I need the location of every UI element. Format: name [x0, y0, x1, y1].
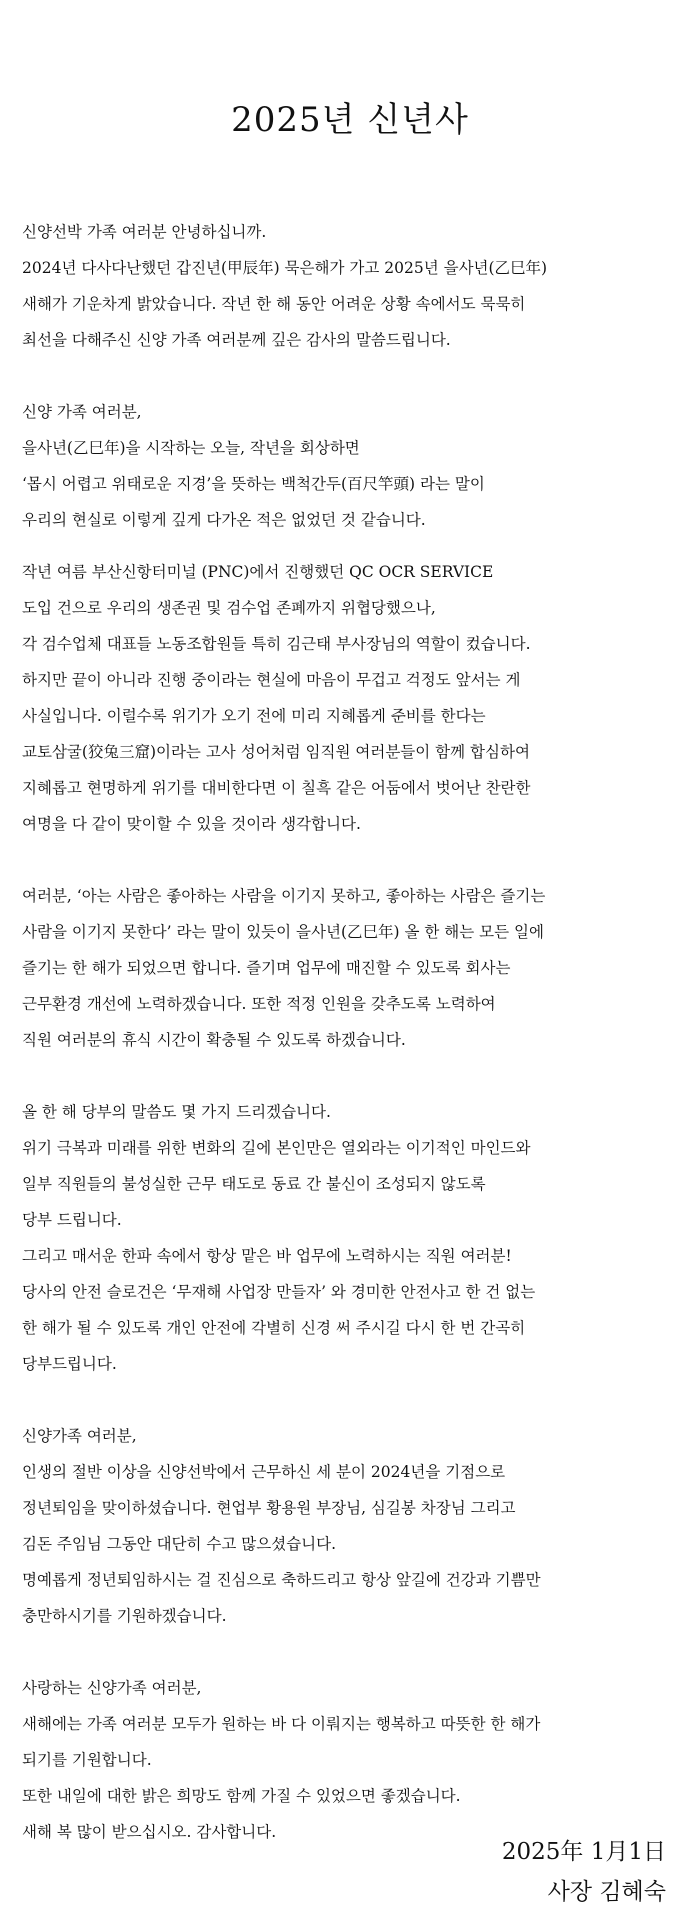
paragraph-line: 사랑하는 신양가족 여러분,	[22, 1679, 202, 1697]
paragraph-line: 당사의 안전 슬로건은 ‘무재해 사업장 만들자’ 와 경미한 안전사고 한 건 없는	[22, 1283, 536, 1301]
paragraph-line: 일부 직원들의 불성실한 근무 태도로 동료 간 불신이 조성되지 않도록	[22, 1175, 486, 1193]
paragraph-line: 충만하시기를 기원하겠습니다.	[22, 1607, 227, 1625]
paragraph-line: 새해에는 가족 여러분 모두가 원하는 바 다 이뤄지는 행복하고 따뜻한 한 해가	[22, 1715, 541, 1733]
paragraph-line: 최선을 다해주신 신양 가족 여러분께 깊은 감사의 말씀드립니다.	[22, 331, 451, 349]
paragraph-line: 도입 건으로 우리의 생존권 및 검수업 존폐까지 위협당했으나,	[22, 599, 436, 617]
paragraph-line: 사실입니다. 이럴수록 위기가 오기 전에 미리 지혜롭게 준비를 한다는	[22, 707, 486, 725]
paragraph-line: 신양가족 여러분,	[22, 1427, 137, 1445]
paragraph-line: 명예롭게 정년퇴임하시는 걸 진심으로 축하드리고 항상 앞길에 건강과 기쁨만	[22, 1571, 541, 1589]
paragraph-line: 교토삼굴(狡兔三窟)이라는 고사 성어처럼 임직원 여러분들이 함께 합심하여	[22, 743, 530, 761]
paragraph-line: 당부드립니다.	[22, 1355, 117, 1373]
paragraph-line: 근무환경 개선에 노력하겠습니다. 또한 적정 인원을 갖추도록 노력하여	[22, 995, 496, 1013]
signature-date: 2025年 1月1日	[501, 1839, 666, 1865]
paragraph-line: 여러분, ‘아는 사람은 좋아하는 사람을 이기지 못하고, 좋아하는 사람은 즐기는	[22, 887, 546, 905]
paragraph	[22, 1418, 682, 1634]
paragraph-line: 각 검수업체 대표들 노동조합원들 특히 김근태 부사장님의 역할이 컸습니다.	[22, 635, 531, 653]
paragraph-line: 을사년(乙巳年)을 시작하는 오늘, 작년을 회상하면	[22, 439, 360, 457]
paragraph-line: 신양선박 가족 여러분 안녕하십니까.	[22, 223, 267, 241]
paragraph-line: 사람을 이기지 못한다’ 라는 말이 있듯이 을사년(乙巳年) 올 한 해는 모든 일에	[22, 923, 544, 941]
paragraph-line: 그리고 매서운 한파 속에서 항상 맡은 바 업무에 노력하시는 직원 여러분!	[22, 1247, 512, 1265]
letter-body	[22, 214, 682, 1850]
paragraph	[22, 394, 682, 538]
paragraph-line: 작년 여름 부산신항터미널 (PNC)에서 진행했던 QC OCR SERVICE	[22, 563, 494, 581]
signature-name: 사장 김혜숙	[547, 1879, 666, 1905]
paragraph-line: 우리의 현실로 이렇게 깊게 다가온 적은 없었던 것 같습니다.	[22, 511, 426, 529]
paragraph-line: 올 한 해 당부의 말씀도 몇 가지 드리겠습니다.	[22, 1103, 331, 1121]
paragraph-line: 또한 내일에 대한 밝은 희망도 함께 가질 수 있었으면 좋겠습니다.	[22, 1787, 461, 1805]
paragraph-line: 당부 드립니다.	[22, 1211, 122, 1229]
paragraph	[22, 1670, 682, 1850]
paragraph-line: 지혜롭고 현명하게 위기를 대비한다면 이 칠흑 같은 어둠에서 벗어난 찬란한	[22, 779, 531, 797]
paragraph	[22, 878, 682, 1058]
paragraph	[22, 214, 682, 358]
paragraph-line: 직원 여러분의 휴식 시간이 확충될 수 있도록 하겠습니다.	[22, 1031, 406, 1049]
paragraph	[22, 554, 682, 842]
signature-block	[502, 1832, 666, 1912]
paragraph-line: 위기 극복과 미래를 위한 변화의 길에 본인만은 열외라는 이기적인 마인드와	[22, 1139, 531, 1157]
paragraph-line: 여명을 다 같이 맞이할 수 있을 것이라 생각합니다.	[22, 815, 361, 833]
paragraph-line: 즐기는 한 해가 되었으면 합니다. 즐기며 업무에 매진할 수 있도록 회사는	[22, 959, 511, 977]
paragraph-line: 김돈 주임님 그동안 대단히 수고 많으셨습니다.	[22, 1535, 337, 1553]
page-title: 2025년 신년사	[231, 100, 469, 140]
paragraph-line: 2024년 다사다난했던 갑진년(甲辰年) 묵은해가 가고 2025년 을사년(乙巳年)	[22, 259, 548, 277]
paragraph-line: 한 해가 될 수 있도록 개인 안전에 각별히 신경 써 주시길 다시 한 번 간곡히	[22, 1319, 526, 1337]
paragraph-line: 되기를 기원합니다.	[22, 1751, 152, 1769]
paragraph-line: ‘몹시 어렵고 위태로운 지경’을 뜻하는 백척간두(百尺竿頭) 라는 말이	[22, 475, 485, 493]
paragraph-line: 신양 가족 여러분,	[22, 403, 142, 421]
paragraph-line: 인생의 절반 이상을 신양선박에서 근무하신 세 분이 2024년을 기점으로	[22, 1463, 506, 1481]
paragraph-line: 하지만 끝이 아니라 진행 중이라는 현실에 마음이 무겁고 걱정도 앞서는 게	[22, 671, 521, 689]
paragraph-line: 정년퇴임을 맞이하셨습니다. 현업부 황용원 부장님, 심길봉 차장님 그리고	[22, 1499, 516, 1517]
paragraph-line: 새해가 기운차게 밝았습니다. 작년 한 해 동안 어려운 상황 속에서도 묵묵히	[22, 295, 526, 313]
paragraph	[22, 1094, 682, 1382]
paragraph-line: 새해 복 많이 받으십시오. 감사합니다.	[22, 1823, 277, 1841]
